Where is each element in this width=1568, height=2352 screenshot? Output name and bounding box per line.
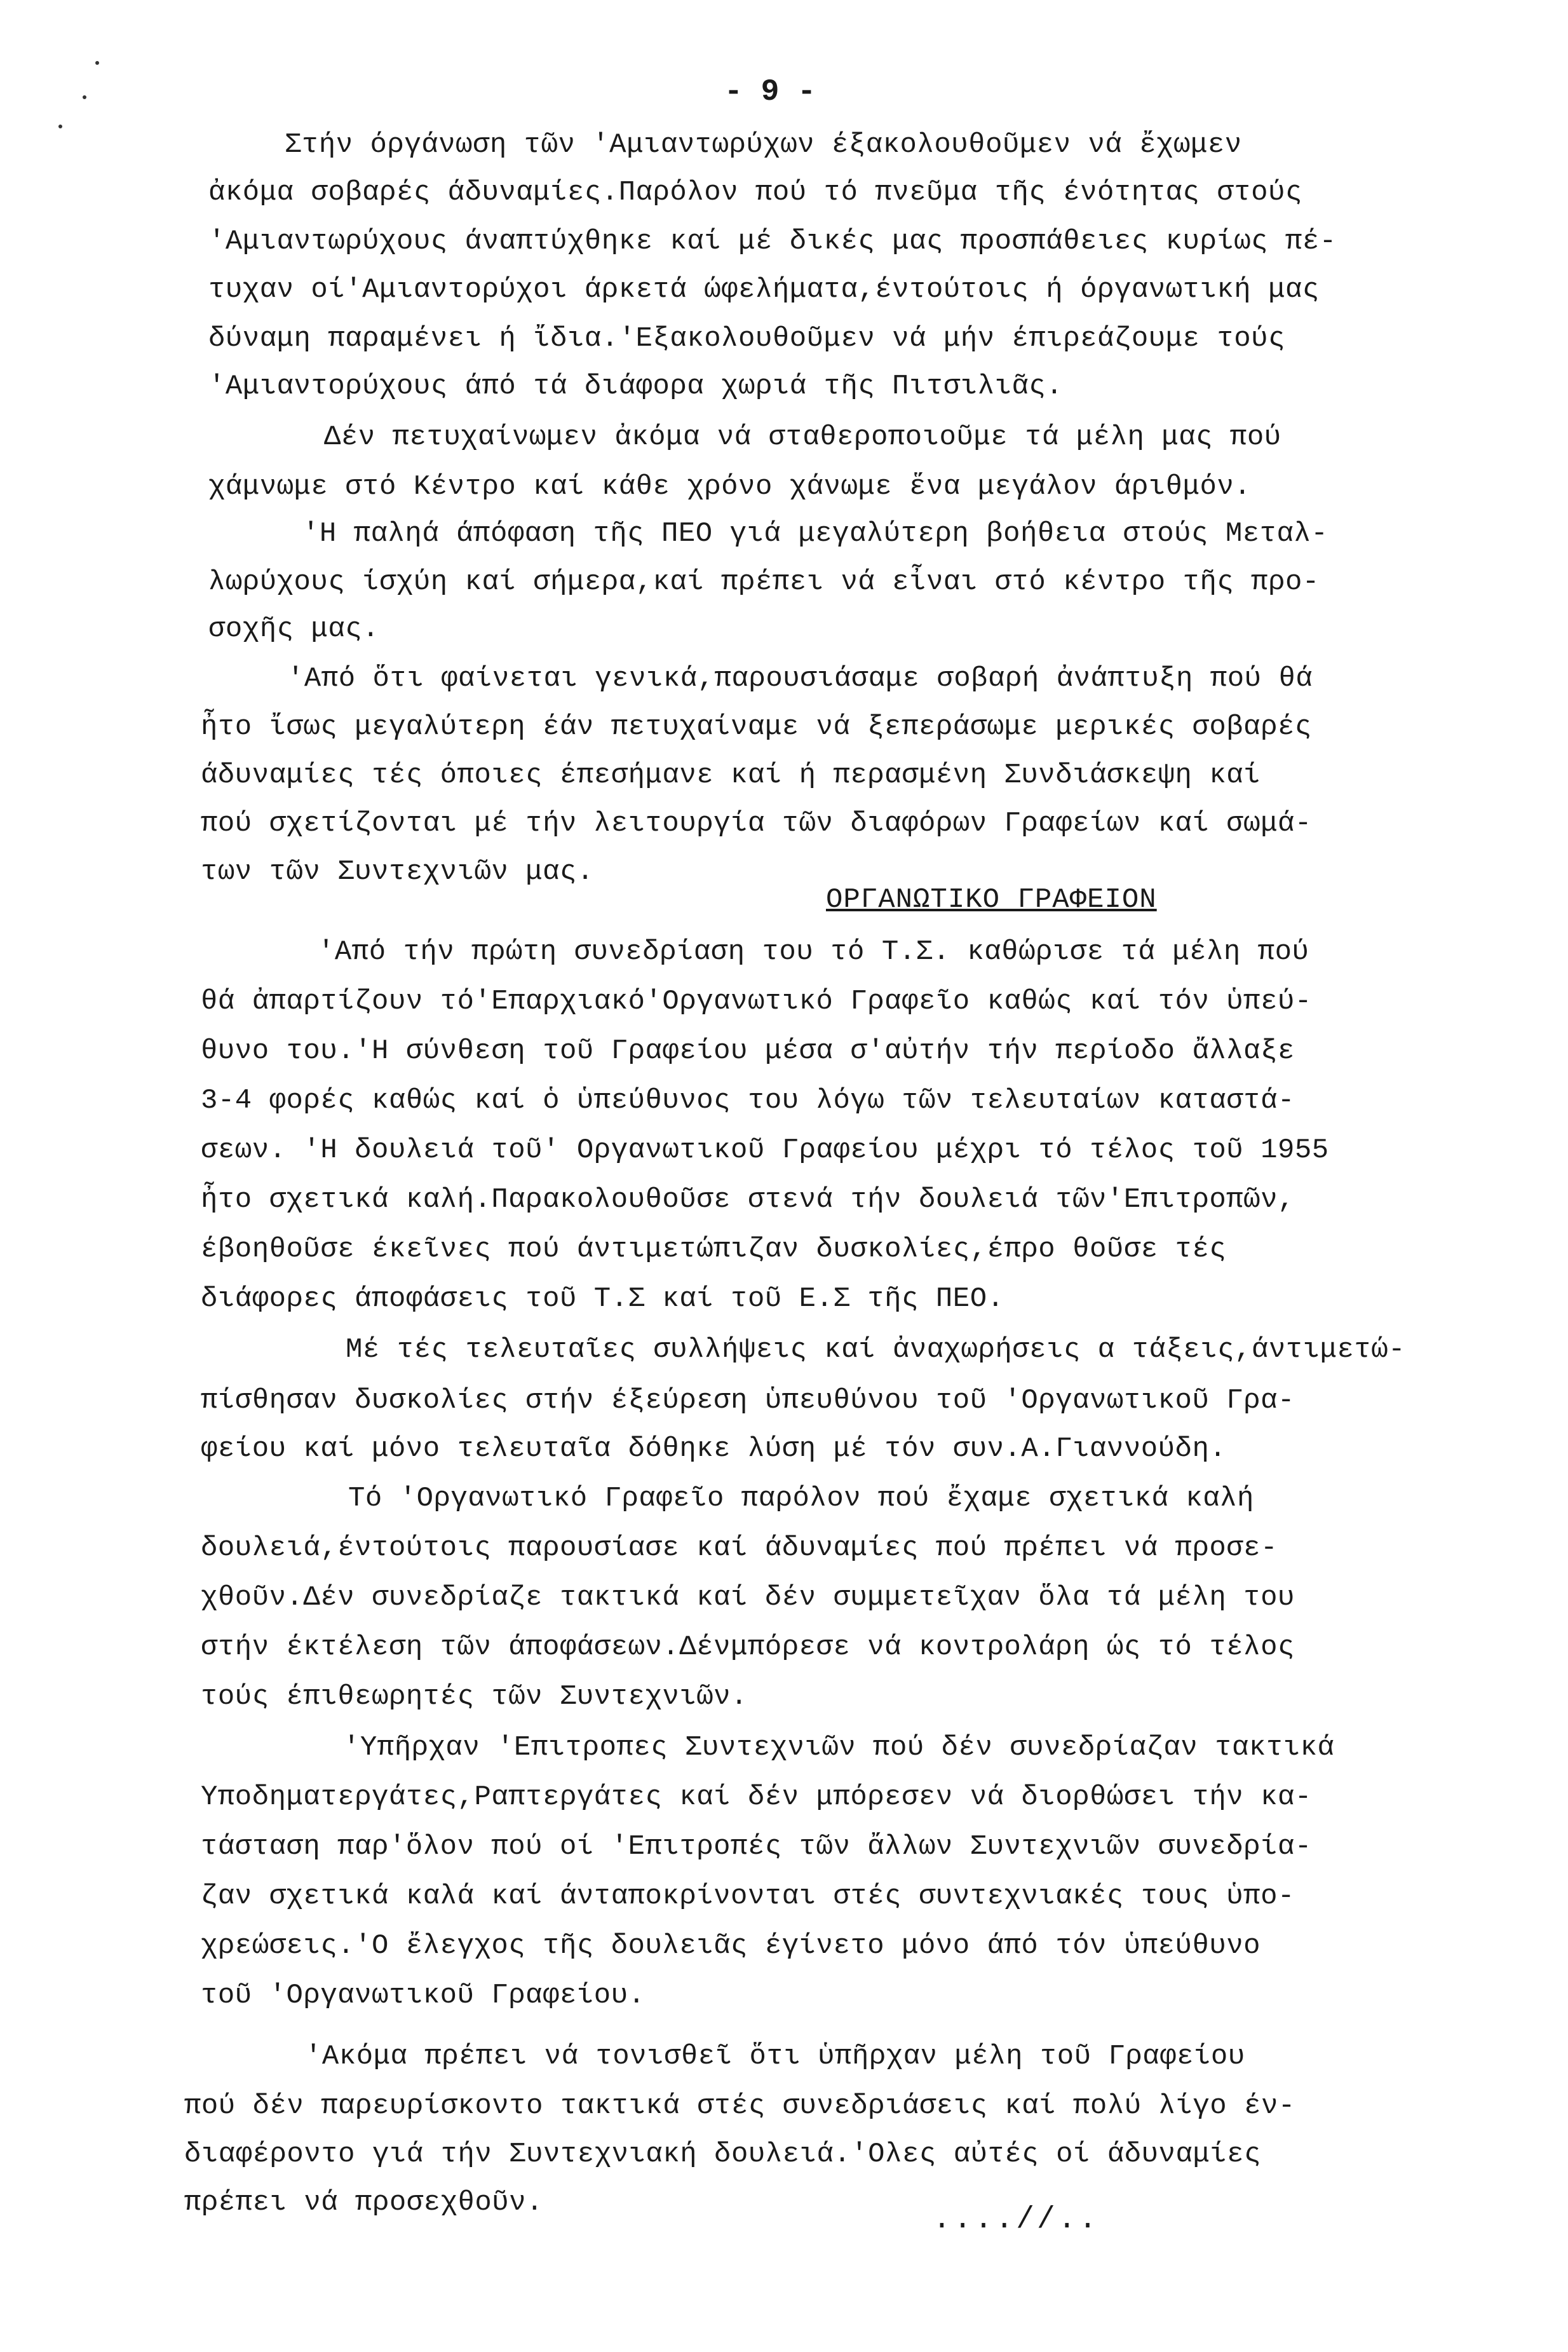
text-line: χάμνωμε στό Κέντρο καί κάθε χρόνο χάνωμε ἕνα μεγάλον άριθμόν. <box>208 471 1252 503</box>
text-line: πίσθησαν δυσκολίες στήν έξεύρεση ὑπευθύνου τοῦ 'Οργανωτικοῦ Γρα- <box>201 1385 1295 1417</box>
text-line: θυνο του.'Η σύνθεση τοῦ Γραφείου μέσα σ'αὐτήν τήν περίοδο ἄλλαξε <box>201 1035 1295 1067</box>
scan-speck <box>83 95 86 99</box>
text-line: λωρύχους ίσχύη καί σήμερα,καί πρέπει νά εἶναι στό κέντρο τῆς προ- <box>208 566 1320 598</box>
scan-speck <box>58 125 62 128</box>
text-line: σοχῆς μας. <box>208 613 380 645</box>
text-line: 'Από ὅτι φαίνεται γενικά,παρουσιάσαμε σοβαρή ἀνάπτυξη πού θά <box>287 663 1313 695</box>
text-line: Στήν όργάνωση τῶν 'Αμιαντωρύχων έξακολουθοῦμεν νά ἔχωμεν <box>285 129 1242 161</box>
page-continuation-mark: ....//.. <box>933 2203 1100 2237</box>
text-line: θά ἀπαρτίζουν τό'Επαρχιακό'Οργανωτικό Γραφεῖο καθώς καί τόν ὑπεύ- <box>201 986 1312 1017</box>
text-line: τάσταση παρ'ὅλον πού οί 'Επιτροπές τῶν ἄλλων Συντεχνιῶν συνεδρία- <box>201 1831 1312 1863</box>
text-line: 'Η παληά άπόφαση τῆς ΠΕΟ γιά μεγαλύτερη βοήθεια στούς Μεταλ- <box>302 518 1328 550</box>
text-line: χρεώσεις.'Ο ἔλεγχος τῆς δουλειᾶς έγίνετο μόνο άπό τόν ὑπεύθυνο <box>201 1930 1261 1962</box>
text-line: τοῦ 'Οργανωτικοῦ Γραφείου. <box>201 1980 645 2011</box>
text-line: των τῶν Συντεχνιῶν μας. <box>201 856 594 888</box>
text-line: έβοηθοῦσε έκεῖνες πού άντιμετώπιζαν δυσκολίες,έπρο θοῦσε τές <box>201 1234 1227 1265</box>
text-line: 'Αμιαντωρύχους άναπτύχθηκε καί μέ δικές μας προσπάθειες κυρίως πέ- <box>208 226 1337 257</box>
section-heading: ΟΡΓΑΝΩΤΙΚΟ ΓΡΑΦΕΙΟΝ <box>826 884 1157 916</box>
text-line: πρέπει νά προσεχθοῦν. <box>184 2187 543 2219</box>
text-line: διάφορες άποφάσεις τοῦ Τ.Σ καί τοῦ Ε.Σ τῆς ΠΕΟ. <box>201 1283 1004 1315</box>
text-line: δύναμη παραμένει ή ἴδια.'Εξακολουθοῦμεν νά μήν έπιρεάζουμε τούς <box>208 323 1285 355</box>
text-line: Δέν πετυχαίνωμεν ἀκόμα νά σταθεροποιοῦμε τά μέλη μας πού <box>324 421 1281 453</box>
text-line: πού δέν παρευρίσκοντο τακτικά στές συνεδριάσεις καί πολύ λίγο έν- <box>184 2090 1295 2122</box>
text-line: άδυναμίες τές όποιες έπεσήμανε καί ή περασμένη Συνδιάσκεψη καί <box>201 759 1261 791</box>
page-number: - 9 - <box>724 75 816 109</box>
text-line: στήν έκτέλεση τῶν άποφάσεων.Δένμπόρεσε νά κοντρολάρη ώς τό τέλος <box>201 1631 1295 1663</box>
text-line: τυχαν οί'Αμιαντορύχοι άρκετά ώφελήματα,έντούτοις ή όργανωτική μας <box>208 274 1320 306</box>
text-line: χθοῦν.Δέν συνεδρίαζε τακτικά καί δέν συμμετεῖχαν ὅλα τά μέλη του <box>201 1582 1295 1614</box>
text-line: 'Υπῆρχαν 'Επιτροπες Συντεχνιῶν πού δέν συνεδρίαζαν τακτικά <box>343 1732 1335 1764</box>
text-line: Μέ τές τελευταῖες συλλήψεις καί ἀναχωρήσεις α τάξεις,άντιμετώ- <box>346 1334 1406 1366</box>
text-line: δουλειά,έντούτοις παρουσίασε καί άδυναμίες πού πρέπει νά προσε- <box>201 1532 1278 1564</box>
text-line: σεων. 'Η δουλειά τοῦ' Οργανωτικοῦ Γραφείου μέχρι τό τέλος τοῦ 1955 <box>201 1134 1329 1166</box>
text-line: πού σχετίζονται μέ τήν λειτουργία τῶν διαφόρων Γραφείων καί σωμά- <box>201 808 1312 840</box>
text-line: ἦτο σχετικά καλή.Παρακολουθοῦσε στενά τήν δουλειά τῶν'Επιτροπῶν, <box>201 1184 1295 1216</box>
text-line: 'Ακόμα πρέπει νά τονισθεῖ ὅτι ὑπῆρχαν μέλη τοῦ Γραφείου <box>305 2041 1245 2072</box>
text-line: διαφέροντο γιά τήν Συντεχνιακή δουλειά.'Ολες αὐτές οί άδυναμίες <box>184 2138 1261 2170</box>
text-line: φείου καί μόνο τελευταῖα δόθηκε λύση μέ τόν συν.Α.Γιαννούδη. <box>201 1433 1227 1465</box>
text-line: ἀκόμα σοβαρές άδυναμίες.Παρόλον πού τό πνεῦμα τῆς ένότητας στούς <box>208 177 1302 208</box>
scan-speck <box>95 61 99 65</box>
text-line: Υποδηματεργάτες,Ραπτεργάτες καί δέν μπόρεσεν νά διορθώσει τήν κα- <box>201 1781 1312 1813</box>
text-line: 'Αμιαντορύχους άπό τά διάφορα χωριά τῆς Πιτσιλιᾶς. <box>208 370 1064 402</box>
text-line: ζαν σχετικά καλά καί άνταποκρίνονται στές συντεχνιακές τους ὑπο- <box>201 1880 1295 1912</box>
text-line: Τό 'Οργανωτικό Γραφεῖο παρόλον πού ἔχαμε σχετικά καλή <box>348 1483 1254 1514</box>
text-line: 3-4 φορές καθώς καί ὁ ὑπεύθυνος του λόγω τῶν τελευταίων καταστά- <box>201 1085 1295 1117</box>
text-line: ἦτο ἴσως μεγαλύτερη έάν πετυχαίναμε νά ξεπεράσωμε μερικές σοβαρές <box>201 711 1312 743</box>
text-line: 'Από τήν πρώτη συνεδρίαση του τό Τ.Σ. καθώρισε τά μέλη πού <box>318 936 1309 968</box>
text-line: τούς έπιθεωρητές τῶν Συντεχνιῶν. <box>201 1681 748 1713</box>
